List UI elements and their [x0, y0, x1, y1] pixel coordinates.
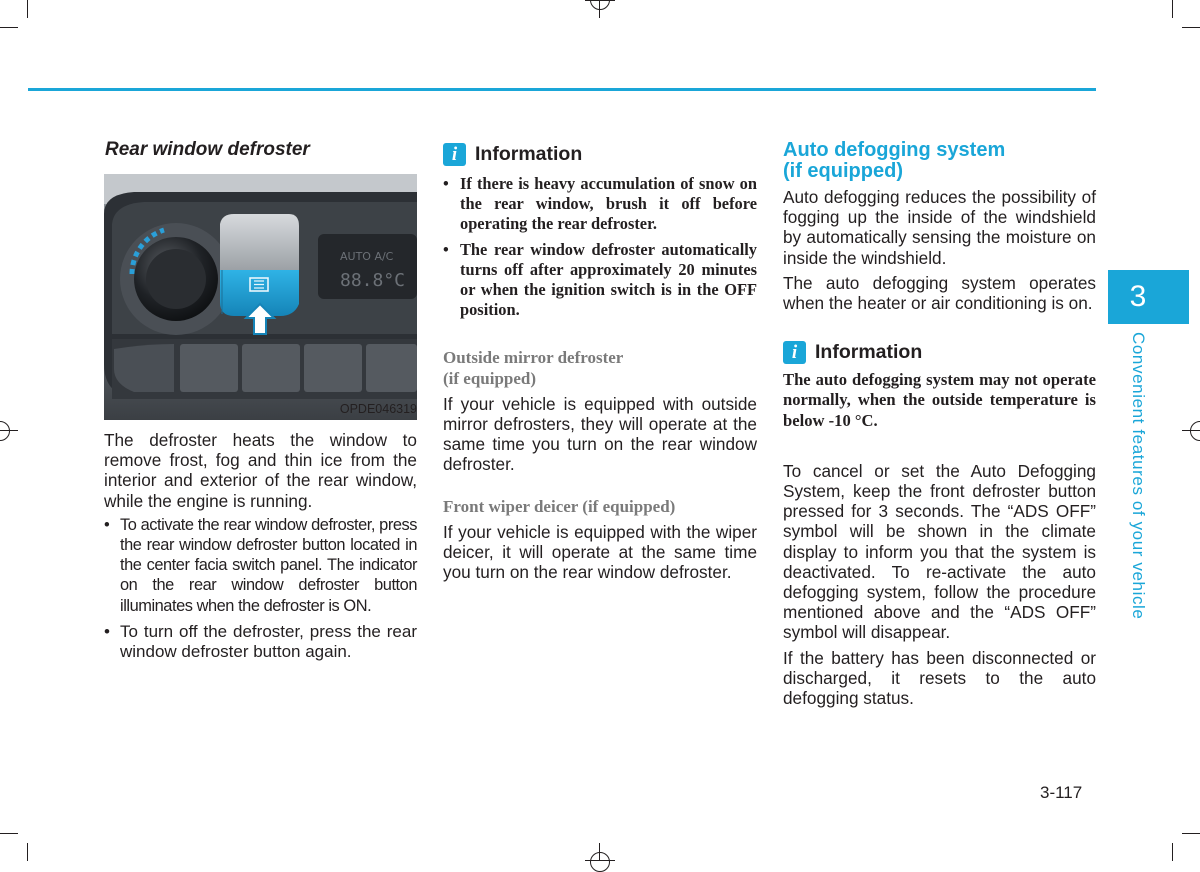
info-icon: i: [783, 341, 806, 364]
auto-defogging-para2: The auto defogging system operates when the heater or air conditioning is on.: [783, 272, 1096, 314]
crop-mark: [27, 0, 28, 18]
auto-defogging-para4: If the battery has been disconnected or discharged, it resets to the auto defogging status.: [783, 647, 1096, 709]
svg-text:AUTO A/C: AUTO A/C: [340, 250, 394, 263]
crop-mark: [27, 843, 28, 861]
svg-text:88.8°C: 88.8°C: [340, 270, 406, 291]
image-caption: OPDE046319: [339, 402, 417, 416]
information-title: Information: [475, 143, 583, 165]
crop-mark: [1182, 27, 1200, 28]
crop-mark: [0, 27, 18, 28]
registration-mark: [590, 852, 610, 872]
crop-mark: [1182, 833, 1200, 834]
registration-mark: [585, 0, 615, 1]
registration-mark: [0, 421, 10, 441]
page-number: 3-117: [1040, 783, 1083, 802]
list-item: • The rear window defroster automatically turns off after approximately 20 minutes or when the ignition switch is in the OFF position.: [443, 240, 757, 321]
auto-defogging-para1: Auto defogging reduces the possibility of fogging up the inside of the windshield by automatically sensing the moisture on inside the windshield.: [783, 187, 1096, 268]
list-item: • To activate the rear window defroster, press the rear window defroster button located in the center facia switch panel. The indicator on the rear window defroster button illuminates when the defroster is ON.: [104, 515, 417, 616]
information-title: Information: [815, 341, 923, 364]
registration-mark: [1182, 430, 1200, 431]
information-heading: [443, 143, 757, 166]
auto-defogging-subtitle: (if equipped): [783, 160, 903, 182]
info-icon: i: [443, 143, 466, 166]
outside-mirror-defroster-text: If your vehicle is equipped with outside mirror defrosters, they will operate at the same time you turn on the rear window defroster.: [443, 393, 757, 475]
registration-mark: [0, 430, 18, 431]
defroster-switch-photo: [104, 174, 417, 420]
auto-defogging-para3: To cancel or set the Auto Defogging System, keep the front defroster button pressed for 3 seconds. The “ADS OFF” symbol will be shown in the climate display to inform you that the system is deactivated. To re-activate the auto defogging system, follow the procedure mentioned above and the “ADS OFF” symbol will disappear.: [783, 460, 1096, 643]
outside-mirror-defroster-title: Outside mirror defroster: [443, 348, 624, 368]
registration-mark: [590, 0, 610, 10]
chapter-label: Convenient features of your vehicle: [1129, 332, 1148, 620]
registration-mark: [599, 0, 600, 18]
auto-defogging-info-text: The auto defogging system may not operate normally, when the outside temperature is below -10 °C.: [783, 370, 1096, 430]
front-wiper-deicer-title: Front wiper deicer (if equipped): [443, 496, 676, 516]
outside-mirror-defroster-subtitle: (if equipped): [443, 368, 537, 388]
crop-mark: [0, 833, 18, 834]
list-item: • If there is heavy accumulation of snow on the rear window, brush it off before operating the rear defroster.: [443, 174, 757, 235]
auto-defogging-title: Auto defogging system: [783, 139, 1006, 161]
chapter-number: 3: [1129, 280, 1147, 313]
crop-mark: [1172, 0, 1173, 18]
information-heading: [783, 341, 1096, 364]
rear-window-defroster-title: Rear window defroster: [105, 139, 310, 160]
crop-mark: [1172, 843, 1173, 861]
header-rule: [28, 88, 1096, 91]
registration-mark: [1190, 421, 1200, 441]
front-wiper-deicer-text: If your vehicle is equipped with the wiper deicer, it will operate at the same time you turn on the rear window defroster.: [443, 521, 757, 583]
registration-mark: [599, 843, 600, 861]
defroster-description: The defroster heats the window to remove frost, fog and thin ice from the interior and exterior of the rear window, while the engine is running.: [104, 430, 417, 511]
list-item: • To turn off the defroster, press the rear window defroster button again.: [104, 622, 417, 662]
